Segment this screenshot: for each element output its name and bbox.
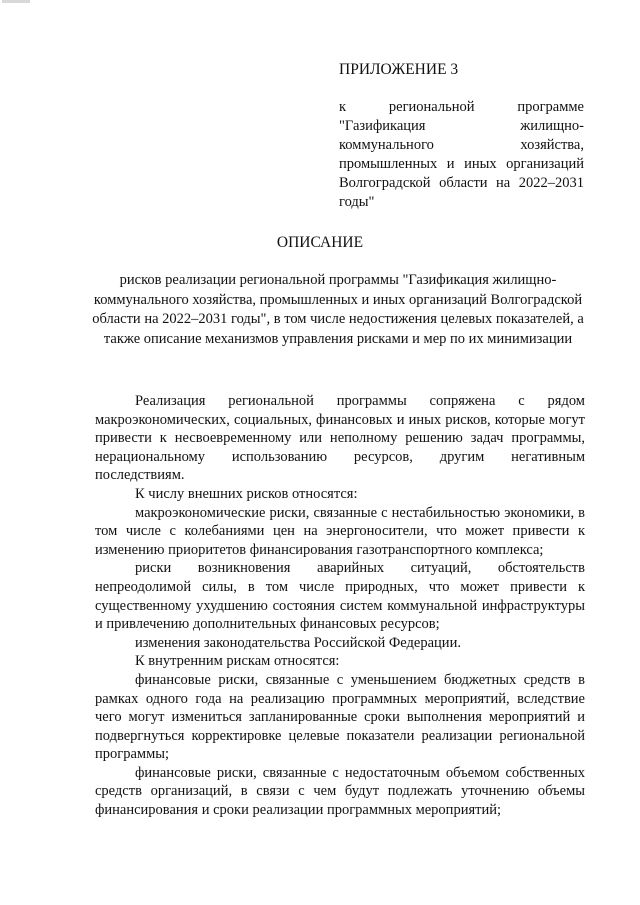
body-paragraph: К внутренним рискам относятся:	[135, 653, 340, 670]
body-paragraph: макроэкономические риски, связанные с нестабильностью экономики, в том числе с колебаниями цен на энергоносители, что может привести к изменению приоритетов финансирования газотранспортного комплекса;	[95, 504, 585, 558]
scan-mark	[2, 0, 30, 3]
appendix-reference: к региональной программе "Газификация жилищно-коммунального хозяйства, промышленных и иных организаций Волгоградской области на 2022–2031 годы"	[339, 99, 584, 210]
body-paragraph: финансовые риски, связанные с уменьшением бюджетных средств в рамках одного года на реализацию программных мероприятий, вследствие чего могут измениться запланированные сроки выполнения мероприятий и подвергнуться корректировке целевые показатели реализации региональной программы;	[95, 671, 585, 763]
document-heading: ОПИСАНИЕ	[276, 234, 364, 251]
document-subheading: рисков реализации региональной программы "Газификация жилищно-коммунального хозяйства, промышленных и иных организаций Волгоградской области на 2022–2031 годы", в том числе недостижения целевых показателей, а также описание механизмов управления рисками и мер по их минимизации	[92, 272, 584, 347]
body-paragraph: Реализация региональной программы сопряжена с рядом макроэкономических, социальных, финансовых и иных рисков, которые могут привести к несвоевременному или неполному решению задач программы, нерациональному использованию ресурсов, другим негативным последствиям.	[95, 393, 585, 484]
document-body	[95, 392, 585, 820]
body-paragraph: финансовые риски, связанные с недостаточным объемом собственных средств организаций, в связи с чем будут подлежать уточнению объемы финансирования и сроки реализации программных мероприятий;	[95, 764, 585, 819]
appendix-block	[339, 60, 584, 212]
body-paragraph: изменения законодательства Российской Федерации.	[135, 634, 461, 651]
appendix-title: ПРИЛОЖЕНИЕ 3	[339, 61, 459, 78]
body-paragraph: риски возникновения аварийных ситуаций, обстоятельств непреодолимой силы, в том числе природных, что может привести к существенному ухудшению состояния систем коммунальной инфраструктуры и привлечению дополнительных финансовых ресурсов;	[95, 560, 585, 633]
body-paragraph: К числу внешних рисков относятся:	[135, 485, 358, 502]
